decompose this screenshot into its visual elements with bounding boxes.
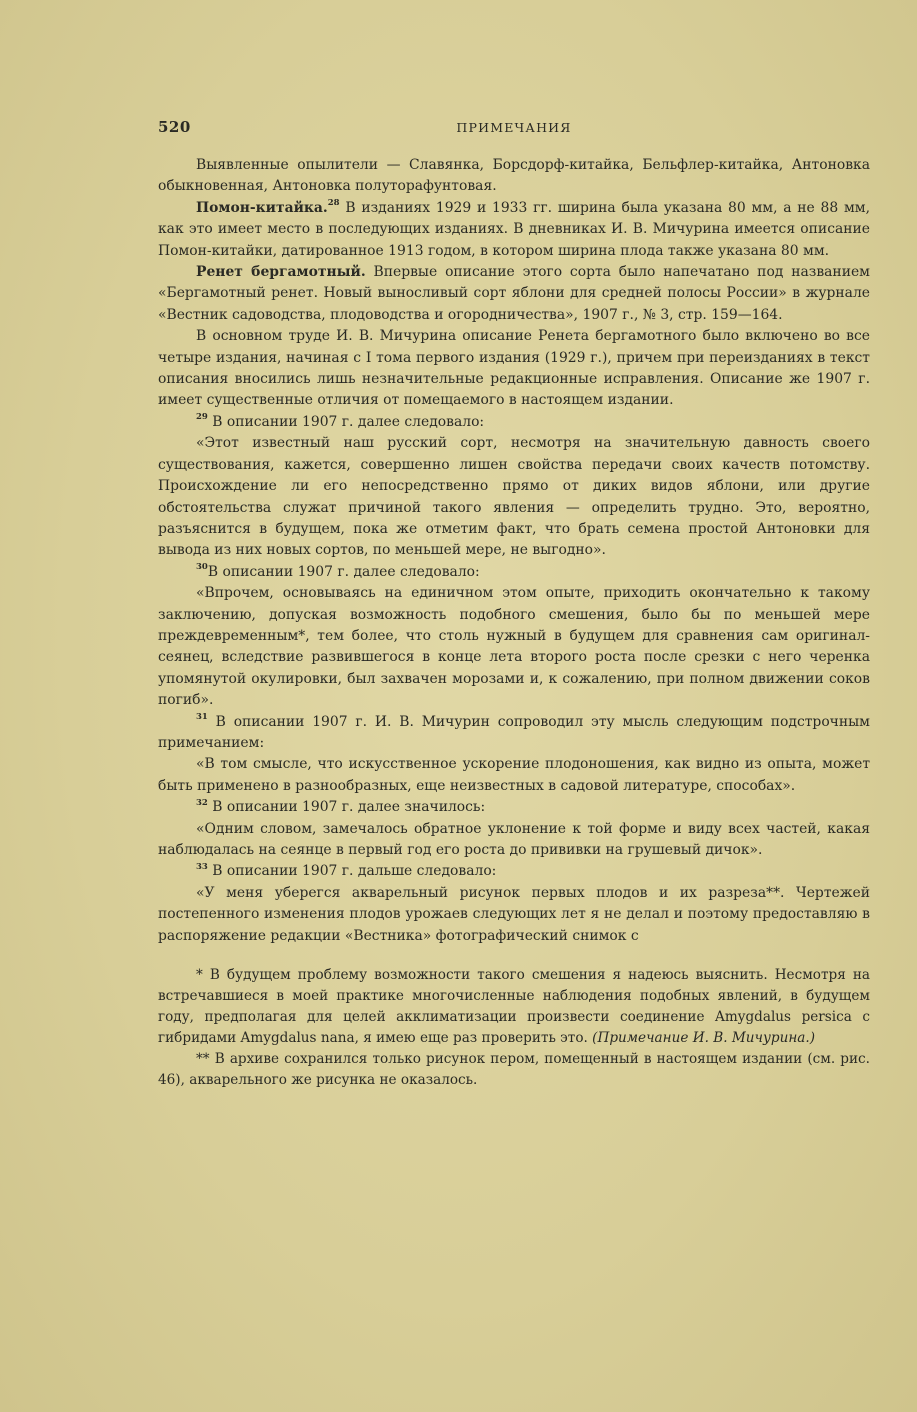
paragraph-text: В описании 1907 г. И. В. Мичурин сопроводил эту мысль следующим подстрочным примечанием:	[158, 713, 870, 751]
paragraph	[158, 155, 870, 198]
variety-heading: Ренет бергамотный.	[196, 264, 366, 281]
paragraph	[158, 198, 870, 262]
note-marker: 33	[196, 861, 208, 872]
paragraph-text: В изданиях 1929 и 1933 гг. ширина была указана 80 мм, а не 88 мм, как это имеет место в последующих изданиях. В дневниках И. В. Мичурина имеется описание Помон-китайки, датированное 1913 годом, в котором ширина плода также указана 80 мм.	[158, 199, 870, 259]
footnote	[158, 1049, 870, 1091]
footnote	[158, 965, 870, 1049]
note-marker: 32	[196, 797, 208, 808]
page-number: 520	[158, 118, 191, 136]
footnote-attribution: (Примечание И. В. Мичурина.)	[592, 1030, 816, 1047]
paragraph-text: «В том смысле, что искусственное ускорение плодоношения, как видно из опыта, может быть применено в разнообразных, еще неизвестных в садовой литературе, способах».	[158, 756, 870, 794]
paragraph	[158, 583, 870, 711]
paragraph-text: «Этот известный наш русский сорт, несмотря на значительную давность своего существования, кажется, совершенно лишен свойства передачи своих качеств потомству. Происхождение ли его непосредственно прямо от диких видов яблони, или другие обстоятельства служат причиной такого явления — определить трудно. Это, вероятно, разъяснится в будущем, пока же отметим факт, что брать семена простой Антоновки для вывода из них новых сортов, по меньшей мере, не выгодно».	[158, 435, 870, 559]
footnote-text: ** В архиве сохранился только рисунок пером, помещенный в настоящем издании (см. рис. 46), акварельного же рисунка не оказалось.	[158, 1051, 870, 1089]
paragraph-text: «Впрочем, основываясь на единичном этом опыте, приходить окончательно к такому заключению, допуская возможность подобного смешения, было бы по меньшей мере преждевременным*, тем более, что столь нужный в будущем для сравнения сам оригинал-сеянец, вследствие развившегося в конце лета второго роста после срезки с него черенка упомянутой окулировки, был захвачен морозами и, к сожалению, при полном движении соков погиб».	[158, 585, 870, 709]
running-head: ПРИМЕЧАНИЯ	[456, 120, 572, 135]
document-page	[158, 118, 870, 1318]
paragraph	[158, 326, 870, 412]
paragraph	[158, 883, 870, 947]
footnote-text: * В будущем проблему возможности такого смешения я надеюсь выяснить. Несмотря на встречавшиеся в моей практике многочисленные наблюдения подобных явлений, в будущем году, предполагая для целей акклиматизации произвести соединение Amygdalus persica с гибридами Amygdalus nana, я имею еще раз проверить это.	[158, 967, 870, 1047]
paragraph-text: Впервые описание этого сорта было напечатано под названием «Бергамотный ренет. Новый выносливый сорт яблони для средней полосы России» в журнале «Вестник садоводства, плодоводства и огородничества», 1907 г., № 3, стр. 159—164.	[158, 264, 870, 323]
note-marker: 28	[327, 198, 340, 209]
paragraph	[158, 861, 870, 882]
paragraph-text: В описании 1907 г. далее значилось:	[207, 799, 486, 816]
footnotes	[158, 965, 870, 1091]
note-marker: 30	[196, 562, 208, 573]
note-marker: 29	[196, 412, 208, 423]
paragraph-text: «У меня уберегся акварельный рисунок первых плодов и их разреза**. Чертежей постепенного изменения плодов урожаев следующих лет я не делал и поэтому предоставляю в распоряжение редакции «Вестника» фотографический снимок с	[158, 884, 870, 944]
page-header	[158, 118, 870, 144]
main-text	[158, 155, 870, 947]
paragraph	[158, 433, 870, 561]
paragraph-text: В основном труде И. В. Мичурина описание Ренета бергамотного было включено во все четыре издания, начиная с I тома первого издания (1929 г.), причем при переизданиях в текст описания вносились лишь незначительные редакционные исправления. Описание же 1907 г. имеет существенные отличия от помещаемого в настоящем издании.	[158, 328, 870, 409]
paragraph-text: «Одним словом, замечалось обратное уклонение к той форме и виду всех частей, какая наблюдалась на сеянце в первый год его роста до прививки на грушевый дичок».	[158, 820, 870, 858]
paragraph	[158, 562, 870, 583]
paragraph-text: В описании 1907 г. дальше следовало:	[207, 863, 497, 880]
note-marker: 31	[196, 711, 208, 722]
variety-heading: Помон-китайка.	[196, 199, 328, 216]
paragraph-text: В описании 1907 г. далее следовало:	[207, 563, 480, 580]
paragraph	[158, 412, 870, 433]
paragraph	[158, 797, 870, 818]
paragraph	[158, 754, 870, 797]
paragraph	[158, 262, 870, 326]
paragraph	[158, 712, 870, 755]
paragraph	[158, 819, 870, 862]
paragraph-text: В описании 1907 г. далее следовало:	[207, 413, 485, 430]
paragraph-text: Выявленные опылители — Славянка, Борсдорф-китайка, Бельфлер-китайка, Антоновка обыкновенная, Антоновка полуторафунтовая.	[158, 157, 870, 195]
